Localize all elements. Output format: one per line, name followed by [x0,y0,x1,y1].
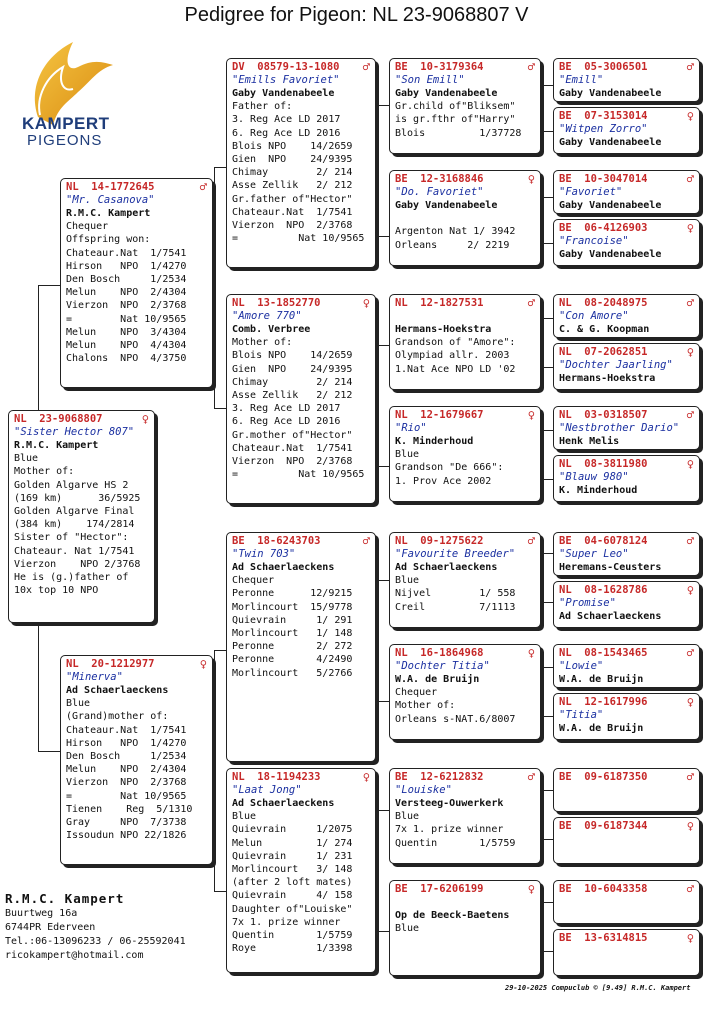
pedigree-note-line: Chateaur.Nat 1/7541 [232,442,353,454]
ring-number: NL 13-1852770 [232,297,321,309]
pedigree-note-line: = Nat 10/9565 [232,469,365,481]
ring-number: NL 03-0318507 [559,409,648,421]
ring-number: BE 10-3047014 [559,173,648,185]
pedigree-note-line: (169 km) 36/5925 [14,492,141,504]
breeder-name: K. Minderhoud [395,436,474,447]
male-icon: ♂ [686,296,694,310]
ring-number-row [559,110,694,123]
pedigree-note-line: Blue [395,449,420,461]
ring-number: NL 08-2048975 [559,297,648,309]
pedigree-note-line: Asse Zellik 2/ 212 [232,390,353,402]
ring-number: NL 18-1194233 [232,771,321,783]
pedigree-note-line: Morlincourt 15/9778 [232,601,353,613]
ring-number-row [559,297,694,310]
pedigree-note-line: He is (g.)father of [14,572,129,584]
pigeon-card-g4[interactable] [553,219,700,266]
pedigree-note-line: Blue [395,923,420,935]
pigeon-card-g12[interactable] [553,693,700,740]
breeder-name: Gaby Vandenabeele [559,88,662,99]
pedigree-note-line: Blue [66,698,91,710]
ring-number-row [559,458,694,471]
ring-number-row [559,883,694,896]
pedigree-note-line: is gr.fthr of"Harry" [395,114,516,126]
ring-number: NL 09-1275622 [395,535,484,547]
male-icon: ♂ [362,60,370,74]
male-icon: ♂ [686,882,694,896]
pigeon-name: "Do. Favoriet" [395,186,484,198]
female-icon: ♀ [686,819,694,833]
ring-number-row [395,883,535,896]
female-icon: ♀ [527,882,535,896]
pedigree-note-line: Peronne 4/2490 [232,654,353,666]
connector [376,580,390,702]
pedigree-note-line: Blois NPO 14/2659 [232,350,353,362]
ring-number: NL 14-1772645 [66,181,155,193]
pigeon-card-g9[interactable] [553,532,700,576]
breeder-name: Gaby Vandenabeele [559,249,662,260]
phone-line: Tel.:06-13096233 / 06-25592041 [5,936,186,947]
ring-number-row [559,346,694,359]
ring-number-row [395,771,535,784]
female-icon: ♀ [527,646,535,660]
pedigree-note-line: Blue [232,811,257,823]
pedigree-note-line: Morlincourt 5/2766 [232,667,353,679]
ring-number: NL 12-1679667 [395,409,484,421]
pedigree-note-line: 3. Reg Ace LD 2017 [232,403,341,415]
pedigree-note-line: Chalons NPO 4/3750 [66,353,187,365]
pedigree-note-line: Orleans 2/ 2219 [395,239,510,251]
pedigree-note-line: Vierzon NPO 2/3768 [66,777,187,789]
breeder-name: Heremans-Ceusters [559,562,662,573]
pedigree-note-line: (after 2 loft mates) [232,877,353,889]
pigeon-name: "Dochter Jaarling" [559,359,673,371]
ring-number: NL 08-1543465 [559,647,648,659]
brand-subtitle: PIGEONS [27,132,103,149]
breeder-name: Comb. Verbree [232,324,311,335]
pigeon-card-g1[interactable] [553,58,700,102]
ring-number: NL 12-1827531 [395,297,484,309]
pedigree-note-line: Blois 1/37728 [395,127,522,139]
ring-number: BE 17-6206199 [395,883,484,895]
male-icon: ♂ [527,60,535,74]
brand-name: KAMPERT [22,114,110,133]
pedigree-note-line: Tienen Reg 5/1310 [66,803,193,815]
pigeon-name [395,896,535,909]
female-icon: ♀ [686,583,694,597]
pigeon-name: "Con Amore" [559,310,629,322]
ring-number-row [232,61,370,74]
pedigree-note-line: Chequer [395,687,438,699]
ring-number-row [559,647,694,660]
pigeon-name: "Son Emill" [395,74,465,86]
male-icon: ♂ [686,770,694,784]
pigeon-name: "Francoise" [559,235,629,247]
ring-number-row [559,932,694,945]
breeder-name: Versteeg-Ouwerkerk [395,798,504,809]
ring-number-row [559,535,694,548]
pedigree-note-line: Blois NPO 14/2659 [232,140,353,152]
pigeon-card-sire[interactable] [60,178,213,388]
female-icon: ♀ [199,657,207,671]
pedigree-note-line: Melun NPO 3/4304 [66,326,187,338]
pigeon-card-sdd[interactable] [389,406,541,502]
pigeon-name: "Titia" [559,709,604,721]
breeder-name: Gaby Vandenabeele [395,88,498,99]
breeder-name: Gaby Vandenabeele [559,137,662,148]
female-icon: ♀ [362,770,370,784]
pedigree-note-line: Nijvel 1/ 558 [395,588,516,600]
pedigree-note-line: Golden Algarve Final [14,506,135,518]
breeder-name: R.M.C. Kampert [14,440,99,451]
owner-address-block [5,890,186,963]
pedigree-note-line: Vierzon NPO 2/3768 [66,300,187,312]
pedigree-note-line: Roye 1/3398 [232,943,353,955]
pedigree-note-line: Grandson "De 666": [395,462,504,474]
ring-number: BE 09-6187350 [559,771,648,783]
male-icon: ♂ [686,408,694,422]
owner-name: R.M.C. Kampert [5,891,125,906]
pigeon-card-g6[interactable] [553,343,700,390]
pigeon-card-dds[interactable] [389,768,541,864]
female-icon: ♀ [686,345,694,359]
breeder-name: Gaby Vandenabeele [559,200,662,211]
pigeon-name: "Blauw 980" [559,471,629,483]
pedigree-note-line: 6. Reg Ace LD 2016 [232,127,341,139]
pigeon-card-dam-sire[interactable] [226,532,376,762]
breeder-name: Hermans-Hoekstra [559,373,656,384]
pigeon-card-dam-dam[interactable] [226,768,376,973]
pedigree-note-line: Daughter of"Louiske" [232,903,353,915]
pedigree-note-line: 7x 1. prize winner [232,916,341,928]
ring-number: BE 05-3006501 [559,61,648,73]
pigeon-card-g14[interactable] [553,817,700,864]
address-line: 6744PR Ederveen [5,922,96,933]
connector [376,345,390,467]
breeder-name: Hermans-Hoekstra [395,324,492,335]
pedigree-note-line: Chateaur.Nat 1/7541 [66,724,187,736]
pedigree-note-line: Gien NPO 24/9395 [232,363,353,375]
pigeon-card-dss[interactable] [389,532,541,628]
ring-number: BE 06-4126903 [559,222,648,234]
pigeon-name: "Emill" [559,74,604,86]
pigeon-card-sire-dam[interactable] [226,294,376,504]
ring-number-row [66,658,207,671]
pedigree-note-line: Blue [395,575,420,587]
pedigree-note-line: = Nat 10/9565 [66,313,187,325]
pigeon-name: "Super Leo" [559,548,629,560]
pigeon-name: "Rio" [395,422,427,434]
ring-number: NL 08-3811980 [559,458,648,470]
pedigree-note-line: Chateaur.Nat 1/7541 [66,247,187,259]
breeder-name: W.A. de Bruijn [559,674,644,685]
pigeon-card-sire-sire[interactable] [226,58,376,268]
page-title: Pedigree for Pigeon: NL 23-9068807 V [184,4,529,26]
pedigree-note-line: Golden Algarve HS 2 [14,479,129,491]
male-icon: ♂ [527,770,535,784]
ring-number-row [559,222,694,235]
male-icon: ♂ [686,60,694,74]
ring-number-row [232,297,370,310]
pigeon-name: "Mr. Casanova" [66,194,155,206]
ring-number-row [559,173,694,186]
pedigree-note-line: 3. Reg Ace LD 2017 [232,114,341,126]
pedigree-note-line [395,212,535,225]
pedigree-note-line: Quentin 1/5759 [395,837,516,849]
pigeon-card-dam[interactable] [60,655,213,865]
pedigree-note-line: Melun NPO 4/4304 [66,340,187,352]
breeder-name: C. & G. Koopman [559,324,650,335]
pedigree-note-line: Blue [14,453,39,465]
female-icon: ♀ [686,457,694,471]
pigeon-card-ddd[interactable] [389,880,541,976]
female-icon: ♀ [686,931,694,945]
pedigree-note-line: Hirson NPO 1/4270 [66,260,187,272]
pedigree-note-line: Hirson NPO 1/4270 [66,737,187,749]
pedigree-note-line: Gray NPO 7/3738 [66,817,187,829]
female-icon: ♀ [362,296,370,310]
pedigree-note-line: Gien NPO 24/9395 [232,154,353,166]
pedigree-note-line: Quievrain 1/2075 [232,824,353,836]
male-icon: ♂ [686,172,694,186]
pigeon-card-g15[interactable] [553,880,700,924]
pedigree-note-line: Quievrain 4/ 158 [232,890,353,902]
connector [376,105,390,237]
female-icon: ♀ [141,412,149,426]
pigeon-name: "Amore 770" [232,310,302,322]
ring-number: NL 07-2062851 [559,346,648,358]
ring-number-row [395,297,535,310]
male-icon: ♂ [686,646,694,660]
pedigree-note-line: Quentin 1/5759 [232,930,353,942]
pedigree-note-line: 1.Nat Ace NPO LD '02 [395,363,516,375]
ring-number: BE 13-6314815 [559,932,648,944]
pedigree-note-line: Mother of: [395,700,456,712]
pedigree-note-line: Morlincourt 3/ 148 [232,864,353,876]
pedigree-note-line: Asse Zellik 2/ 212 [232,180,353,192]
ring-number: NL 20-1212977 [66,658,155,670]
pigeon-name: "Twin 703" [232,548,296,560]
pedigree-note-line: Melun 1/ 274 [232,837,353,849]
pedigree-note-line: Quievrain 1/ 231 [232,850,353,862]
ring-number: NL 12-1617996 [559,696,648,708]
breeder-name: Ad Schaerlaeckens [66,685,169,696]
pigeon-card-g13[interactable] [553,768,700,812]
pigeon-card-g11[interactable] [553,644,700,688]
pedigree-note-line: (Grand)mother of: [66,711,169,723]
ring-number-row [559,584,694,597]
pigeon-name: "Laat Jong" [232,784,302,796]
pedigree-note-line: = Nat 10/9565 [66,790,187,802]
pedigree-note-line: (384 km) 174/2814 [14,519,135,531]
female-icon: ♀ [527,408,535,422]
pigeon-card-subject[interactable] [8,410,155,623]
pedigree-note-line: Issoudun NPO 22/1826 [66,830,187,842]
pedigree-note-line: Chateaur. Nat 1/7541 [14,545,135,557]
pigeon-card-ssd[interactable] [389,170,541,266]
pedigree-note-line: Gr.mother of"Hector" [232,429,353,441]
pigeon-card-g3[interactable] [553,170,700,214]
pedigree-note-line: Melun NPO 2/4304 [66,764,187,776]
ring-number: BE 04-6078124 [559,535,648,547]
pedigree-note-line: Olympiad allr. 2003 [395,350,510,362]
ring-number-row [395,173,535,186]
pigeon-name: "Nestbrother Dario" [559,422,680,434]
ring-number: BE 12-3168846 [395,173,484,185]
ring-number-row [232,771,370,784]
ring-number: BE 12-6212832 [395,771,484,783]
pigeon-card-g7[interactable] [553,406,700,450]
pedigree-note-line: 1. Prov Ace 2002 [395,475,492,487]
pedigree-note-line: Vierzon NPO 2/3768 [232,220,353,232]
pedigree-note-line: 10x top 10 NPO [14,585,99,597]
pedigree-note-line: = Nat 10/9565 [232,233,365,245]
breeder-name: W.A. de Bruijn [559,723,644,734]
male-icon: ♂ [362,534,370,548]
ring-number-row [232,535,370,548]
footer-credit: 29-10-2025 Compuclub © [9.49] R.M.C. Kampert [505,984,691,992]
pedigree-note-line: Mother of: [14,466,75,478]
pigeon-name: "Dochter Titia" [395,660,490,672]
pigeon-card-g16[interactable] [553,929,700,976]
pigeon-name: "Witpen Zorro" [559,123,648,135]
pedigree-note-line: Mother of: [232,337,293,349]
pedigree-note-line: Chimay 2/ 214 [232,167,353,179]
pedigree-note-line: Blue [395,811,420,823]
pedigree-note-line: Orleans s-NAT.6/8007 [395,713,516,725]
pigeon-card-g10[interactable] [553,581,700,628]
email-line: ricokampert@hotmail.com [5,950,144,961]
breeder-name: K. Minderhoud [559,485,638,496]
pedigree-note-line: 7x 1. prize winner [395,824,504,836]
pigeon-name: "Favoriet" [559,186,623,198]
address-line: Buurtweg 16a [5,908,78,919]
pigeon-card-g2[interactable] [553,107,700,154]
pedigree-note-line: Gr.father of"Hector" [232,193,353,205]
pedigree-note-line: Melun NPO 2/4304 [66,287,187,299]
female-icon: ♀ [686,695,694,709]
ring-number: BE 09-6187344 [559,820,648,832]
pigeon-name: "Promise" [559,597,616,609]
ring-number: BE 07-3153014 [559,110,648,122]
pigeon-name: "Sister Hector 807" [14,426,135,438]
pedigree-note-line: Chimay 2/ 214 [232,376,353,388]
ring-number-row [559,820,694,833]
pigeon-name [395,310,535,323]
male-icon: ♂ [527,296,535,310]
breeder-name: Gaby Vandenabeele [395,200,498,211]
ring-number-row [559,696,694,709]
ring-number-row [559,771,694,784]
connector [376,810,390,932]
breeder-name: Ad Schaerlaeckens [232,798,335,809]
ring-number-row [395,61,535,74]
pedigree-note-line: Father of: [232,101,293,113]
ring-number-row [14,413,149,426]
ring-number-row [559,409,694,422]
pedigree-note-line: Gr.child of"Bliksem" [395,101,516,113]
ring-number-row [395,409,535,422]
pedigree-note-line: Peronne 12/9215 [232,588,353,600]
breeder-name: Henk Melis [559,436,620,447]
ring-number: BE 18-6243703 [232,535,321,547]
breeder-name: W.A. de Bruijn [395,674,480,685]
female-icon: ♀ [686,221,694,235]
pigeon-name: "Louiske" [395,784,452,796]
pedigree-note-line: Vierzon NPO 2/3768 [232,456,353,468]
pedigree-note-line: Peronne 2/ 272 [232,641,353,653]
ring-number-row [559,61,694,74]
pedigree-note-line: Sister of "Hector": [14,532,129,544]
pedigree-note-line: Argenton Nat 1/ 3942 [395,226,516,238]
pedigree-note-line: 6. Reg Ace LD 2016 [232,416,341,428]
pedigree-note-line: Morlincourt 1/ 148 [232,628,353,640]
pigeon-name: "Lowie" [559,660,604,672]
breeder-name: Gaby Vandenabeele [232,88,335,99]
pigeon-card-sds[interactable] [389,294,541,390]
pigeon-name: "Favourite Breeder" [395,548,516,560]
pigeon-card-g8[interactable] [553,455,700,502]
pigeon-card-dsd[interactable] [389,644,541,740]
ring-number-row [66,181,207,194]
pigeon-card-g5[interactable] [553,294,700,338]
male-icon: ♂ [686,534,694,548]
male-icon: ♂ [199,180,207,194]
breeder-name: Op de Beeck-Baetens [395,910,510,921]
ring-number-row [395,535,535,548]
pigeon-card-sss[interactable] [389,58,541,154]
pedigree-note-line: Grandson of "Amore": [395,337,516,349]
pedigree-note-line: Chequer [66,221,109,233]
pedigree-note-line: Quievrain 1/ 291 [232,614,353,626]
female-icon: ♀ [527,172,535,186]
ring-number: NL 23-9068807 [14,413,103,425]
pedigree-note-line: Chequer [232,575,275,587]
ring-number-row [395,647,535,660]
pedigree-note-line: Offspring won: [66,234,151,246]
female-icon: ♀ [686,109,694,123]
breeder-name: Ad Schaerlaeckens [232,562,335,573]
pedigree-note-line: Chateaur.Nat 1/7541 [232,206,353,218]
ring-number: NL 08-1628786 [559,584,648,596]
pedigree-note-line: Den Bosch 1/2534 [66,274,187,286]
pigeon-name: "Emills Favoriet" [232,74,340,86]
ring-number: BE 10-3179364 [395,61,484,73]
male-icon: ♂ [527,534,535,548]
pedigree-note-line: Vierzon NPO 2/3768 [14,558,141,570]
breeder-name: Ad Schaerlaeckens [559,611,662,622]
ring-number: DV 08579-13-1080 [232,61,340,73]
pigeon-name: "Minerva" [66,671,123,683]
breeder-name: Ad Schaerlaeckens [395,562,498,573]
ring-number: BE 10-6043358 [559,883,648,895]
breeder-name: R.M.C. Kampert [66,208,151,219]
pedigree-note-line: Den Bosch 1/2534 [66,751,187,763]
pedigree-note-line: Creil 7/1113 [395,601,516,613]
ring-number: NL 16-1864968 [395,647,484,659]
